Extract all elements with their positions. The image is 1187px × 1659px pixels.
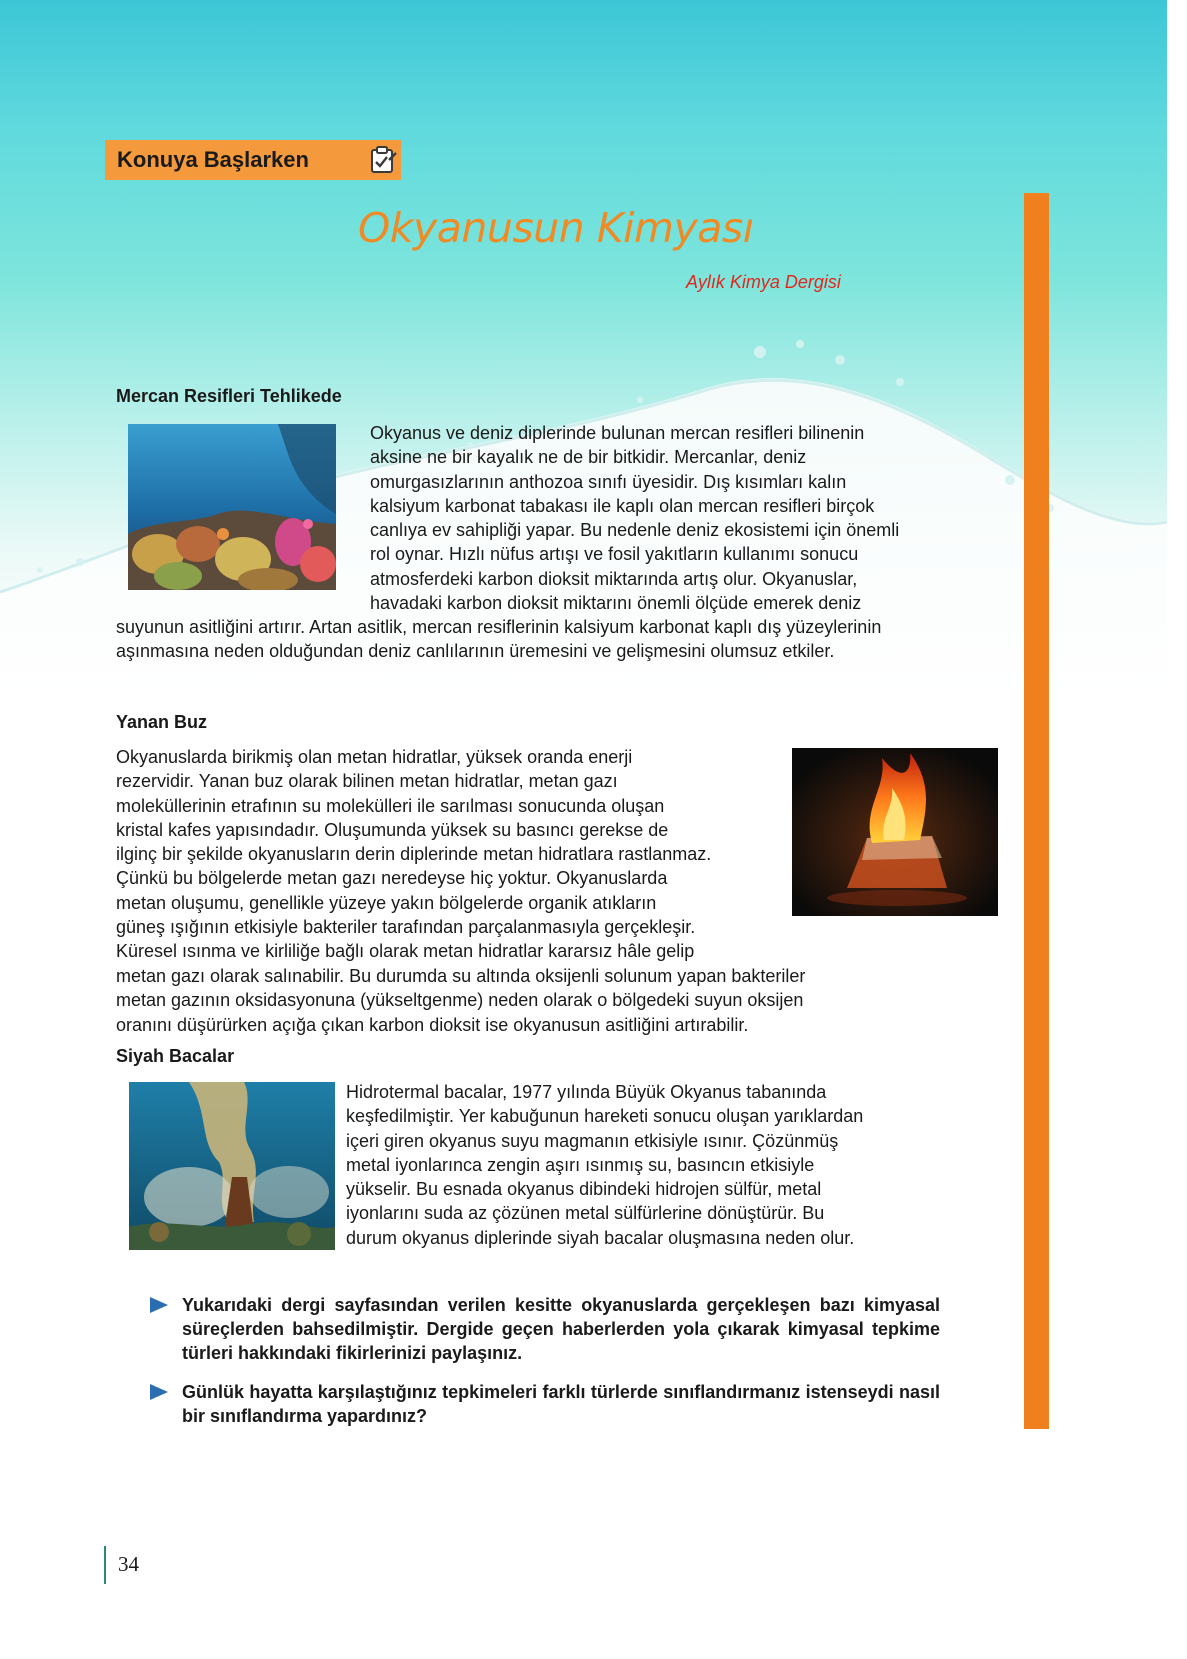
text-line: metal iyonlarınca zengin aşırı ısınmış su, basıncın etkisiyle — [346, 1154, 815, 1175]
text-line: ilginç bir şekilde okyanusların derin diplerinde metan hidratlara rastlanmaz. — [116, 844, 712, 865]
section-tag-label: Konuya Başlarken — [117, 147, 309, 172]
text-line: iyonlarını suda az çözünen metal sülfürlerine dönüştürür. Bu — [346, 1203, 825, 1224]
text-line: atmosferdeki karbon dioksit miktarında artış olur. Okyanuslar, — [370, 568, 858, 589]
text-line: metan gazı olarak salınabilir. Bu durumda su altında oksijenli solunum yapan bakteriler — [116, 966, 806, 986]
text-line: rezervidir. Yanan buz olarak bilinen metan hidratlar, metan gazı — [116, 771, 618, 792]
text-line: durum okyanus diplerinde siyah bacalar oluşmasına neden olur. — [346, 1227, 855, 1248]
text-line: aşınmasına neden olduğundan deniz canlılarının üremesini ve gelişmesini olumsuz etkiler. — [116, 641, 835, 662]
section-heading: Siyah Bacalar — [116, 1046, 235, 1066]
checklist-icon — [367, 144, 399, 176]
text-line: canlıya ev sahipliği yapar. Bu nedenle deniz ekosistemi için önemli — [370, 520, 900, 541]
arrow-right-icon — [150, 1297, 168, 1313]
question-item — [150, 1293, 940, 1365]
arrow-right-icon — [150, 1384, 168, 1400]
question-text: Günlük hayatta karşılaştığınız tepkimeleri farklı türlerde sınıflandırmanız istenseydi nasıl bir sınıflandırma yapardınız? — [182, 1382, 940, 1426]
text-line: moleküllerinin etrafının su molekülleri ile sarılması sonucunda oluşan — [116, 795, 665, 816]
text-line: içeri giren okyanus suyu magmanın etkisiyle ısınır. Çözünmüş — [346, 1130, 839, 1151]
hydrothermal-vent-photo — [129, 1082, 335, 1250]
text-line: Okyanus ve deniz diplerinde bulunan mercan resifleri bilinenin — [370, 423, 865, 443]
text-line: kristal kafes yapısındadır. Oluşumunda yüksek su basıncı gerekse de — [116, 819, 669, 840]
section-tag — [105, 140, 401, 180]
burning-ice-photo — [792, 748, 998, 916]
text-line: omurgasızlarının anthozoa sınıfı üyesidir. Dış kısımları kalın — [370, 471, 847, 492]
text-line: suyunun asitliğini artırır. Artan asitlik, mercan resiflerinin kalsiyum karbonat kaplı dış yüzeylerinin — [116, 617, 882, 637]
text-line: rol oynar. Hızlı nüfus artışı ve fosil yakıtların kullanımı sonucu — [370, 544, 859, 565]
accent-side-bar — [1024, 193, 1049, 1429]
section-text-full — [116, 615, 1000, 664]
question-item — [150, 1380, 940, 1428]
text-line: Küresel ısınma ve kirliliğe bağlı olarak metan hidratlar kararsız hâle gelip — [116, 941, 695, 962]
text-line: yükselir. Bu esnada okyanus dibindeki hidrojen sülfür, metal — [346, 1179, 822, 1200]
page-subtitle: Aylık Kimya Dergisi — [686, 272, 841, 292]
section-heading: Mercan Resifleri Tehlikede — [116, 386, 342, 406]
text-line: aksine ne bir kayalık ne de bir bitkidir. Mercanlar, deniz — [370, 447, 807, 468]
section-text-beside-image — [346, 1080, 998, 1250]
coral-reef-photo — [128, 424, 336, 590]
page-title: Okyanusun Kimyası — [358, 204, 754, 252]
page-margin — [1167, 0, 1187, 1659]
section-text-full — [116, 964, 1000, 1037]
section-text-beside-image — [370, 421, 998, 615]
text-line: oranını düşürürken açığa çıkan karbon dioksit ise okyanusun asitliğini artırabilir. — [116, 1014, 749, 1035]
text-line: metan oluşumu, genellikle yüzeye yakın bölgelerde organik atıkların — [116, 892, 657, 913]
text-line: havadaki karbon dioksit miktarını önemli ölçüde emerek deniz — [370, 593, 862, 614]
text-line: güneş ışığının etkisiyle bakteriler tarafından parçalanmasıyla gerçekleşir. — [116, 917, 696, 938]
question-text: Yukarıdaki dergi sayfasından verilen kesitte okyanuslarda gerçekleşen bazı kimyasal süreçlerden bahsedilmiştir. Dergide geçen haberlerden yola çıkarak kimyasal tepkime türleri hakkındaki fikirlerinizi paylaşınız. — [182, 1295, 940, 1363]
page-number: 34 — [118, 1552, 139, 1576]
section-text-beside-image — [116, 745, 768, 964]
text-line: metan gazının oksidasyonuna (yükseltgenme) neden olarak o bölgedeki suyun oksijen — [116, 990, 804, 1011]
text-line: Çünkü bu bölgelerde metan gazı neredeyse hiç yoktur. Okyanuslarda — [116, 868, 668, 889]
text-line: Okyanuslarda birikmiş olan metan hidratlar, yüksek oranda enerji — [116, 747, 633, 767]
text-line: Hidrotermal bacalar, 1977 yılında Büyük Okyanus tabanında — [346, 1082, 827, 1102]
text-line: kalsiyum karbonat tabakası ile kaplı olan mercan resifleri birçok — [370, 495, 875, 516]
page-number-rule — [104, 1546, 106, 1584]
text-line: keşfedilmiştir. Yer kabuğunun hareketi sonucu oluşan yarıklardan — [346, 1106, 864, 1127]
section-heading: Yanan Buz — [116, 712, 208, 732]
